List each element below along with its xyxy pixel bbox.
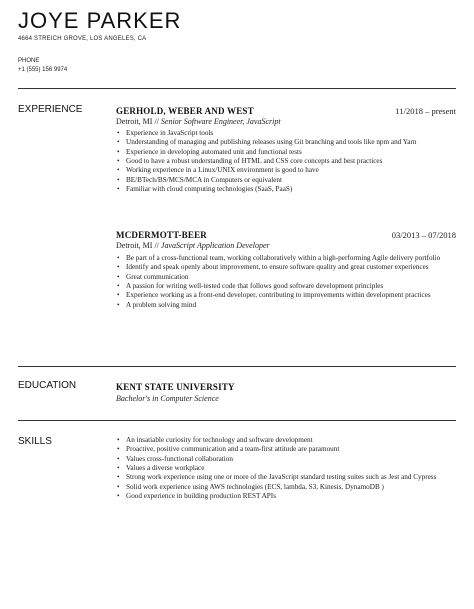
list-item: • Be part of a cross-functional team, working collaboratively within a high-performing Agile delivery portfolio (116, 254, 456, 263)
job-location-role (116, 117, 281, 126)
section-title-experience: EXPERIENCE (18, 104, 83, 115)
degree (116, 394, 219, 403)
list-item: • An insatiable curiosity for technology and software development (116, 436, 456, 445)
job-separator: // (152, 117, 161, 126)
list-item: • Experience working as a front-end developer, contributing to improvements within development practices (116, 291, 456, 300)
divider (18, 366, 456, 367)
list-item: • Values cross-functional collaboration (116, 455, 456, 464)
list-item: • Good to have a robust understanding of HTML and CSS core concepts and best practices (116, 157, 456, 166)
job-location: Detroit, MI (116, 241, 153, 250)
job-dates: 11/2018 – present (395, 106, 456, 116)
degree-text: Bachelor's in Computer Science (116, 394, 219, 403)
phone-number: +1 (555) 156 9974 (18, 67, 68, 73)
candidate-address: 4664 STREICH GROVE, LOS ANGELES, CA (18, 36, 147, 42)
section-title-skills: SKILLS (18, 436, 52, 447)
job-location-role (116, 241, 270, 250)
list-item: • Understanding of managing and publishing releases using Git branching and tools like npm and Yarn (116, 138, 456, 147)
job-dates: 03/2013 – 07/2018 (391, 230, 456, 240)
job-company: GERHOLD, WEBER AND WEST (116, 106, 254, 116)
school-name: KENT STATE UNIVERSITY (116, 382, 235, 392)
list-item: • Identify and speak openly about improvement, to ensure software quality and great customer experiences (116, 263, 456, 272)
list-item: • Values a diverse workplace (116, 464, 456, 473)
phone-label: PHONE (18, 58, 40, 64)
list-item: • Familiar with cloud computing technologies (SaaS, PaaS) (116, 185, 456, 194)
list-item: • Experience in developing automated unit and functional tests (116, 148, 456, 157)
list-item: • Great communication (116, 273, 456, 282)
job-role: JavaScript Application Developer (160, 241, 270, 250)
section-title-education: EDUCATION (18, 380, 77, 391)
divider (18, 88, 456, 89)
list-item: • Good experience in building production REST APIs (116, 492, 456, 501)
job-bullet-list (116, 254, 456, 310)
job-company: MCDERMOTT-BEER (116, 230, 207, 240)
job-location: Detroit, MI (116, 117, 153, 126)
list-item: • Strong work experience using one or more of the JavaScript standard testing suites such as Jest and Cypress (116, 473, 456, 482)
divider (18, 420, 456, 421)
list-item: • A passion for writing well-tested code that follows good software development principles (116, 282, 456, 291)
list-item: • A problem solving mind (116, 301, 456, 310)
list-item: • Experience in JavaScript tools (116, 129, 456, 138)
list-item: • Solid work experience using AWS technologies (ECS, lambda, S3, Kinesis, DynamoDB ) (116, 483, 456, 492)
list-item: • Proactive, positive communication and a team-first attitude are paramount (116, 445, 456, 454)
candidate-name: JOYE PARKER (18, 8, 182, 33)
job-separator: // (152, 241, 161, 250)
job-role: Senior Software Engineer, JavaScript (160, 117, 281, 126)
skills-list (116, 436, 456, 501)
list-item: • BE/BTech/BS/MCS/MCA in Computers or equivalent (116, 176, 456, 185)
job-bullet-list (116, 129, 456, 194)
list-item: • Working experience in a Linux/UNIX environment is good to have (116, 166, 456, 175)
